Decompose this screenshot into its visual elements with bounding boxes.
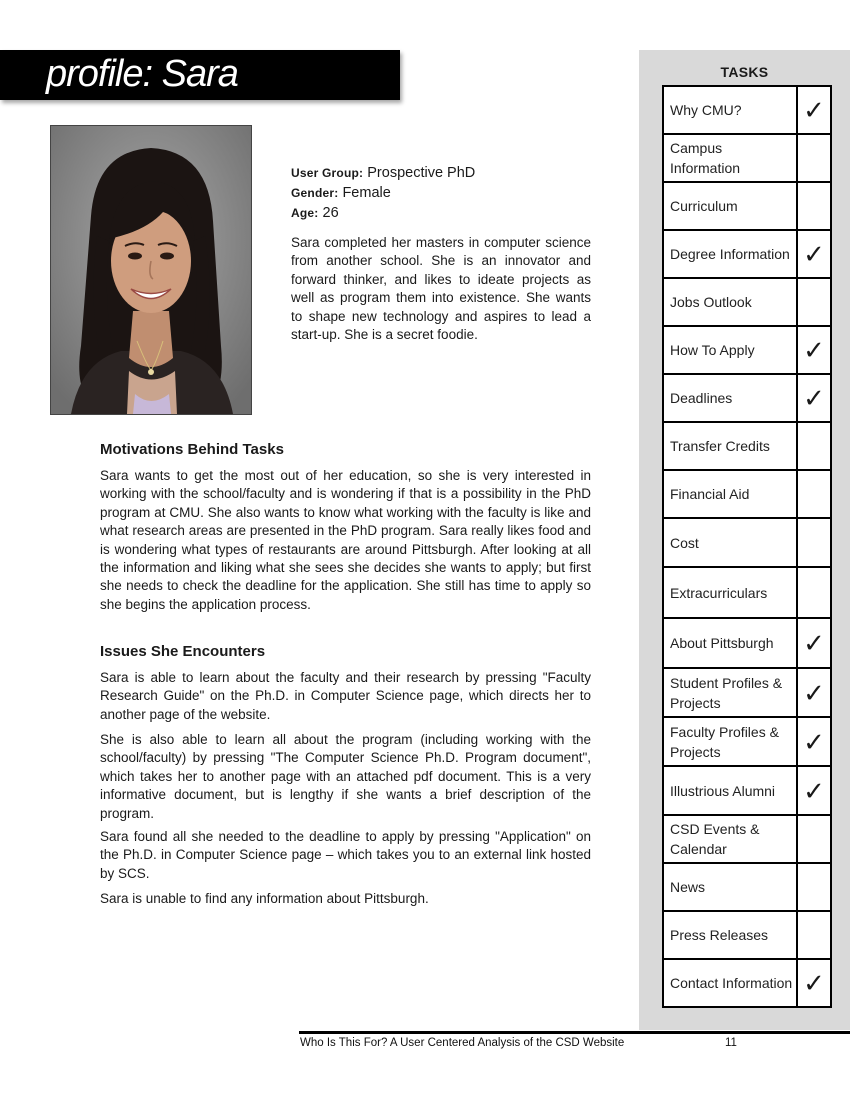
issues-paragraph: Sara is unable to find any information about Pittsburgh. (100, 891, 429, 906)
task-label: How To Apply (663, 326, 797, 374)
task-row (663, 863, 831, 911)
task-row (663, 668, 831, 717)
check-icon: ✓ (803, 383, 825, 413)
age-label: Age: (291, 206, 319, 220)
task-row (663, 959, 831, 1007)
motivations-text: Sara wants to get the most out of her education, so she is very interested in working with the school/faculty and is wondering if that is a possibility in the PhD program at CMU. She also wants to know what working with the faculty is like and what research areas are presented in the PhD program. Sara really likes food and is wondering what types of restaurants are around Pittsburgh. After looking at all the information and liking what she sees she decides she wants to apply; but first she needs to check the deadline for the application. She still has time to apply so she begins the application process. (100, 468, 591, 612)
task-label: Campus Information (663, 134, 797, 182)
task-label: Cost (663, 518, 797, 567)
profile-photo (50, 125, 252, 415)
profile-bio: Sara completed her masters in computer science from another school. She is an innovator and forward thinker, and likes to ideate projects as well as program them into existence. She wants to shape new technology and aspires to lead a start-up. She is a secret foodie. (291, 235, 591, 343)
issues-paragraph: Sara is able to learn about the faculty and their research by pressing "Faculty Research Guide" on the Ph.D. in Computer Science page, which directs her to another page of the website. (100, 670, 591, 722)
task-checkbox (797, 182, 831, 230)
task-checkbox (797, 470, 831, 518)
task-checkbox (797, 134, 831, 182)
task-row (663, 374, 831, 422)
task-row (663, 134, 831, 182)
task-checkbox (797, 567, 831, 618)
task-label: Financial Aid (663, 470, 797, 518)
task-label: Jobs Outlook (663, 278, 797, 326)
age-row (291, 203, 591, 223)
task-row (663, 182, 831, 230)
check-icon: ✓ (803, 677, 825, 708)
task-checkbox (797, 374, 831, 422)
task-row (663, 422, 831, 470)
task-checkbox (797, 911, 831, 959)
task-checkbox (797, 668, 831, 717)
title-bar (0, 50, 400, 100)
task-row (663, 717, 831, 766)
task-label: Student Profiles & Projects (663, 668, 797, 717)
check-icon: ✓ (803, 775, 825, 806)
task-label: Deadlines (663, 374, 797, 422)
task-row (663, 567, 831, 618)
tasks-table (662, 85, 832, 1008)
task-checkbox (797, 766, 831, 815)
task-label: Illustrious Alumni (663, 766, 797, 815)
page-number: 11 (725, 1037, 737, 1049)
user-group-label: User Group: (291, 166, 364, 180)
motivations-heading: Motivations Behind Tasks (100, 441, 284, 458)
task-label: News (663, 863, 797, 911)
task-checkbox (797, 717, 831, 766)
task-label: Faculty Profiles & Projects (663, 717, 797, 766)
age-value: 26 (322, 205, 339, 221)
task-row (663, 618, 831, 668)
task-checkbox (797, 815, 831, 863)
task-checkbox (797, 863, 831, 911)
gender-row (291, 183, 591, 203)
page-title: profile: Sara (46, 53, 238, 95)
task-checkbox (797, 278, 831, 326)
gender-value: Female (342, 185, 391, 201)
user-group-value: Prospective PhD (367, 165, 476, 181)
task-label: Press Releases (663, 911, 797, 959)
task-row (663, 86, 831, 134)
check-icon: ✓ (803, 726, 825, 757)
footer-rule (299, 1031, 850, 1034)
check-icon: ✓ (803, 968, 825, 998)
task-label: Curriculum (663, 182, 797, 230)
task-checkbox (797, 230, 831, 278)
task-checkbox (797, 959, 831, 1007)
task-label: CSD Events & Calendar (663, 815, 797, 863)
issues-paragraph: Sara found all she needed to the deadline to apply by pressing "Application" on the Ph.D. in Computer Science page – which takes you to an external link hosted by SCS. (100, 829, 591, 881)
check-icon: ✓ (803, 335, 825, 365)
user-group-row (291, 163, 591, 183)
task-checkbox (797, 86, 831, 134)
task-checkbox (797, 618, 831, 668)
task-row (663, 518, 831, 567)
task-label: About Pittsburgh (663, 618, 797, 668)
task-label: Transfer Credits (663, 422, 797, 470)
profile-info (291, 163, 591, 223)
issues-paragraph: She is also able to learn all about the program (including working with the school/faculty) by pressing "The Computer Science Ph.D. Program document", which takes her to another page with an attached pdf document. This is a very informative document, but is lengthy if she wants a brief description of the program. (100, 732, 591, 821)
tasks-panel (639, 50, 850, 1030)
task-label: Contact Information (663, 959, 797, 1007)
task-checkbox (797, 518, 831, 567)
task-row (663, 911, 831, 959)
task-row (663, 278, 831, 326)
task-row (663, 326, 831, 374)
check-icon: ✓ (803, 628, 825, 658)
tasks-heading: TASKS (720, 64, 769, 80)
gender-label: Gender: (291, 186, 339, 200)
issues-heading: Issues She Encounters (100, 643, 266, 660)
task-row (663, 230, 831, 278)
task-checkbox (797, 422, 831, 470)
task-label: Degree Information (663, 230, 797, 278)
footer-title: Who Is This For? A User Centered Analysis of the CSD Website (300, 1037, 625, 1049)
check-icon: ✓ (803, 239, 825, 269)
task-checkbox (797, 326, 831, 374)
task-label: Extracurriculars (663, 567, 797, 618)
check-icon: ✓ (803, 95, 825, 125)
task-label: Why CMU? (663, 86, 797, 134)
portrait-illustration (51, 126, 251, 414)
task-row (663, 470, 831, 518)
task-row (663, 766, 831, 815)
task-row (663, 815, 831, 863)
